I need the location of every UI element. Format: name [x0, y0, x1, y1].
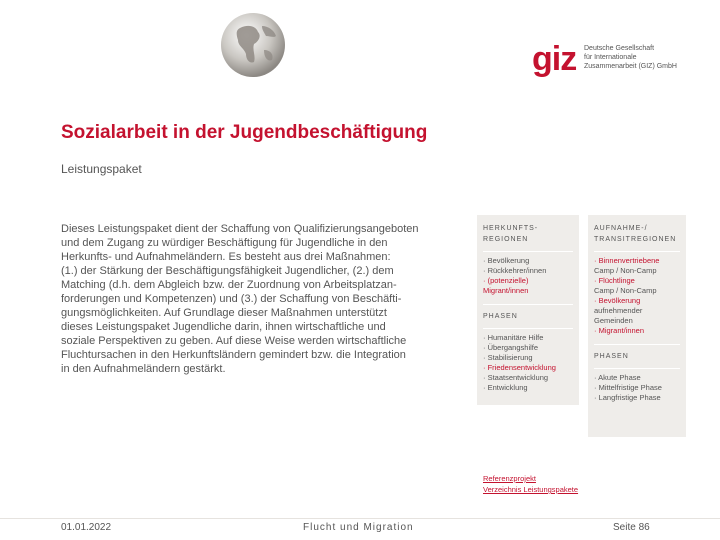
list-item: · Humanitäre Hilfe — [483, 333, 544, 342]
list-item: · Mittelfristige Phase — [594, 383, 662, 392]
divider — [594, 344, 680, 345]
host-regions-heading — [594, 223, 680, 245]
logo-line: für Internationale — [584, 54, 637, 61]
heading-line: AUFNAHME-/ — [594, 225, 648, 232]
list-item: Gemeinden — [594, 316, 633, 325]
divider — [483, 251, 573, 252]
divider — [483, 304, 573, 305]
list-item: · Flüchtlinge — [594, 276, 635, 285]
paragraph-line: dieses Leistungspaket Jugendliche darin, ihnen wirtschaftliche und — [61, 321, 386, 333]
heading-line: REGIONEN — [483, 236, 529, 243]
phases-heading: PHASEN — [483, 313, 518, 320]
logo-line: Zusammenarbeit (GIZ) GmbH — [584, 63, 677, 70]
list-item: · Stabilisierung — [483, 353, 533, 362]
list-item: · Akute Phase — [594, 373, 641, 382]
list-item: · Langfristige Phase — [594, 393, 661, 402]
paragraph-line: forderungen und Kompetenzen) und (3.) der Schaffung von Beschäfti- — [61, 293, 402, 305]
list-item: · Bevölkerung — [483, 256, 530, 265]
package-index-link[interactable]: Verzeichnis Leistungspakete — [483, 485, 579, 494]
divider — [483, 328, 573, 329]
divider — [594, 251, 680, 252]
host-transit-regions-card — [588, 215, 686, 437]
paragraph-line: Dieses Leistungspaket dient der Schaffung von Qualifizierungsangeboten — [61, 223, 419, 235]
page-title: Sozialarbeit in der Jugendbeschäftigung — [61, 122, 428, 143]
reference-project-link[interactable]: Referenzprojekt — [483, 474, 536, 483]
heading-line: TRANSITREGIONEN — [594, 236, 677, 243]
list-item: · Migrant/innen — [594, 326, 645, 335]
paragraph-line: in den Aufnahmeländern gestärkt. — [61, 363, 226, 375]
list-item: aufnehmender — [594, 306, 643, 315]
footer-page-number: Seite 86 — [613, 522, 650, 533]
origin-phases-list — [483, 333, 573, 393]
list-item: · Übergangshilfe — [483, 343, 539, 352]
list-item: · Staatsentwicklung — [483, 373, 549, 382]
footer-topic: Flucht und Migration — [303, 522, 414, 533]
logo-text — [584, 44, 704, 71]
host-phases-list — [594, 373, 680, 403]
origin-regions-heading — [483, 223, 573, 245]
footer-date: 01.01.2022 — [61, 522, 112, 533]
paragraph-line: Matching (d.h. dem Abgleich bzw. der Zuordnung von Arbeitsplatzan- — [61, 279, 397, 291]
logo-mark: giz — [532, 40, 577, 78]
origin-target-groups — [483, 256, 573, 296]
logo-line: Deutsche Gesellschaft — [584, 45, 655, 52]
paragraph-line: soziale Perspektiven zu geben. Auf diese Weise werden wirtschaftliche — [61, 335, 407, 347]
list-item: · Entwicklung — [483, 383, 528, 392]
phases-heading: PHASEN — [594, 353, 629, 360]
list-item: · Friedensentwicklung — [483, 363, 556, 372]
host-target-groups — [594, 256, 680, 336]
list-item: Migrant/innen — [483, 286, 529, 295]
page-subtitle: Leistungspaket — [61, 162, 142, 176]
description-paragraph — [61, 222, 459, 376]
list-item: Camp / Non-Camp — [594, 266, 657, 275]
globe-icon — [218, 10, 288, 80]
paragraph-line: Fluchtursachen in den Herkunftsländern gemindert bzw. die Integration — [61, 349, 406, 361]
list-item: · Bevölkerung — [594, 296, 641, 305]
list-item: · Binnenvertriebene — [594, 256, 660, 265]
paragraph-line: Herkunfts- und Aufnahmeländern. Es besteht aus drei Maßnahmen: — [61, 251, 391, 263]
heading-line: HERKUNFTS- — [483, 225, 539, 232]
related-links — [483, 473, 578, 495]
origin-regions-card — [477, 215, 579, 405]
paragraph-line: und dem Zugang zu würdiger Beschäftigung für Jugendliche in den — [61, 237, 388, 249]
paragraph-line: (1.) der Stärkung der Beschäftigungsfähigkeit Jugendlicher, (2.) dem — [61, 265, 394, 277]
paragraph-line: gungsmöglichkeiten. Auf Grundlage dieser Maßnahmen unterstützt — [61, 307, 387, 319]
divider — [594, 368, 680, 369]
list-item: · (potenzielle) — [483, 276, 529, 285]
footer-divider — [0, 518, 720, 519]
list-item: · Rückkehrer/innen — [483, 266, 547, 275]
list-item: Camp / Non-Camp — [594, 286, 657, 295]
